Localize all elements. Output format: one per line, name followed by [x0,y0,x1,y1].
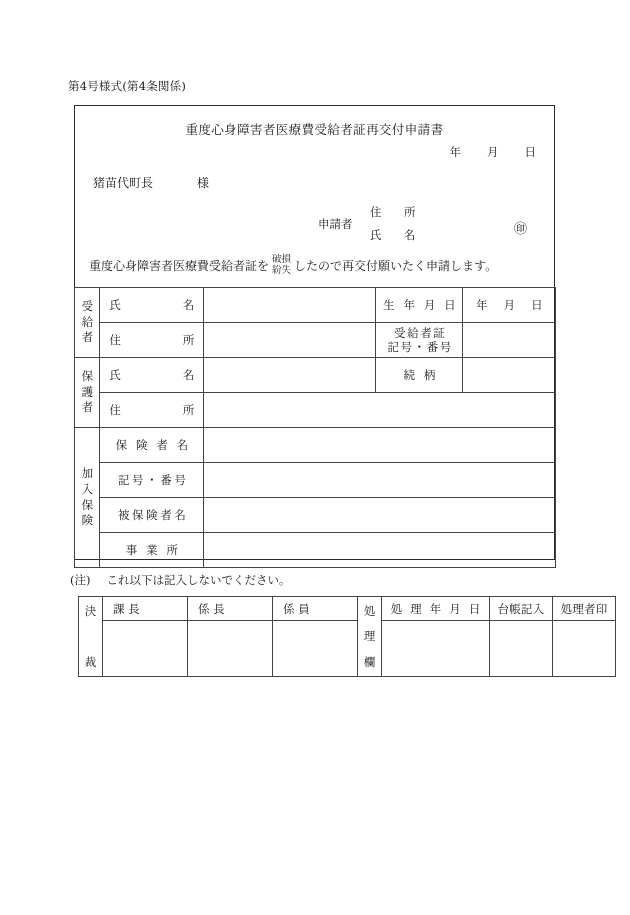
date-day-label: 日 [524,145,536,159]
insurance-vlabel-char-3: 保 [81,497,94,512]
recipient-vlabel-char-2: 給 [81,314,94,329]
subsection-chief-label: 係 長 [198,601,225,616]
insurance-vertical-label [75,428,100,568]
page-title: 重度心身障害者医療費受給者証再交付申請書 [185,122,444,137]
application-form-box [74,105,555,560]
note-lead: (注) [70,573,91,587]
table-row [75,498,556,533]
processing-date-value-cell[interactable] [382,621,490,677]
guardian-name-label-1: 氏 [109,368,121,382]
insured-person-label: 被保険者名 [117,508,189,522]
insurance-number-label: 記号・番号 [117,473,189,487]
recipient-address-label-cell [100,323,204,358]
applicant-fields [370,201,490,247]
approval-table [78,596,616,677]
recipient-birthdate-label: 生 年 月 日 [383,298,459,312]
damage-or-loss-choice[interactable] [272,254,291,276]
insured-person-value-cell[interactable] [204,498,556,533]
table-row [75,428,556,463]
statement-lead: 重度心身障害者医療費受給者証を [89,258,270,273]
option-damaged[interactable]: 破損 [272,254,292,265]
processing-vlabel-char-1: 処 [363,603,376,618]
processing-vlabel-char-2: 理 [363,629,376,644]
table-row [75,533,556,568]
insurance-vlabel-char-4: 険 [81,513,94,528]
applicant-details-table [74,287,556,568]
workplace-label-cell [100,533,204,568]
certificate-label-line-1: 受給者証 [394,326,447,340]
applicant-label: 申請者 [318,217,353,231]
insurance-vlabel-char-1: 加 [81,466,94,481]
recipient-birthdate-value-cell[interactable] [463,288,556,323]
subsection-chief-value-cell[interactable] [188,621,273,677]
table-row [75,393,556,428]
processor-seal-value-cell[interactable] [553,621,616,677]
seal-icon: ㊞ [514,222,528,237]
workplace-value-cell[interactable] [204,533,556,568]
approval-value-row [79,621,616,677]
note-text: これ以下は記入しないでください。 [106,573,291,587]
applicant-address-label-1: 住 [370,205,382,219]
birthdate-year-label: 年 [476,298,488,312]
table-row [75,288,556,323]
recipient-address-label-1: 住 [109,333,121,347]
recipient-name-label-cell [100,288,204,323]
guardian-relation-value-cell[interactable] [463,358,556,393]
recipient-vertical-label [75,288,100,358]
table-row [75,463,556,498]
recipient-certificate-number-value-cell[interactable] [463,323,556,358]
section-chief-label-1: 課 長 [113,601,140,616]
guardian-name-label-cell [100,358,204,393]
recipient-vlabel-char-3: 者 [81,330,94,345]
table-row [75,358,556,393]
guardian-vlabel-char-3: 者 [81,400,94,415]
date-month-label: 月 [487,145,499,159]
recipient-address-label-2: 所 [182,333,195,347]
option-lost[interactable]: 紛失 [272,265,292,276]
processing-vlabel-char-3: 欄 [363,654,376,669]
processing-date-label: 処 理 年 月 日 [390,601,483,616]
addressee-honorific: 様 [197,176,210,190]
recipient-name-value-cell[interactable] [204,288,376,323]
recipient-birthdate-label-cell [376,288,463,323]
birthdate-month-label: 月 [503,298,516,312]
decision-vlabel-char-1: 決 [84,603,97,618]
applicant-name-label-1: 氏 [370,228,382,242]
guardian-address-value-cell[interactable] [204,393,556,428]
insurance-number-value-cell[interactable] [204,463,556,498]
ledger-entry-value-cell[interactable] [490,621,553,677]
applicant-address-field[interactable] [370,201,490,224]
guardian-relation-label: 続 柄 [403,368,438,382]
staff-value-cell[interactable] [273,621,358,677]
table-row [75,323,556,358]
insured-person-label-cell [100,498,204,533]
guardian-address-label-1: 住 [109,403,121,417]
recipient-name-label-2: 名 [182,298,195,312]
approval-header-row [79,597,616,621]
submission-date-line [450,144,537,160]
applicant-block [318,201,548,247]
subsection-chief-header [188,597,273,621]
applicant-name-field[interactable] [370,224,490,247]
birthdate-day-label: 日 [531,298,543,312]
form-number: 第4号様式(第4条関係) [68,79,187,93]
certificate-label-line-2: 記号・番号 [387,340,453,354]
section-chief-header [103,597,188,621]
recipient-name-label-1: 氏 [109,298,121,312]
ledger-entry-label: 台帳記入 [497,601,545,616]
guardian-address-label-2: 所 [182,403,195,417]
insurer-name-value-cell[interactable] [204,428,556,463]
guardian-name-label-2: 名 [182,368,195,382]
guardian-name-value-cell[interactable] [204,358,376,393]
decision-vertical-label-cell [79,597,103,677]
insurer-name-label: 保 険 者 名 [115,438,191,452]
ledger-entry-header [490,597,553,621]
applicant-address-label-2: 所 [404,205,416,219]
insurance-vlabel-char-2: 入 [81,481,94,496]
note [70,572,290,588]
workplace-label: 事 業 所 [125,543,181,557]
insurer-name-label-cell [100,428,204,463]
date-year-label: 年 [449,145,461,159]
decision-vlabel-char-2: 裁 [84,654,97,669]
processing-date-header [382,597,490,621]
applicant-name-label-2: 名 [404,228,416,242]
insurance-number-label-cell [100,463,204,498]
addressee [93,174,209,191]
recipient-certificate-number-label-cell [376,323,463,358]
guardian-vlabel-char-2: 護 [81,384,94,399]
guardian-vertical-label [75,358,100,428]
application-statement [89,254,497,276]
processor-seal-header [553,597,616,621]
guardian-address-label-cell [100,393,204,428]
processing-vertical-label-cell [358,597,382,677]
processor-seal-label: 処理者印 [560,601,608,616]
guardian-vlabel-char-1: 保 [81,369,94,384]
section-chief-value-cell[interactable] [103,621,188,677]
recipient-address-value-cell[interactable] [204,323,376,358]
recipient-vlabel-char-1: 受 [81,299,94,314]
staff-label: 係 員 [283,601,310,616]
statement-tail: したので再交付願いたく申請します。 [294,258,498,273]
addressee-name: 猪苗代町長 [93,176,154,190]
staff-header [273,597,358,621]
guardian-relation-label-cell [376,358,463,393]
